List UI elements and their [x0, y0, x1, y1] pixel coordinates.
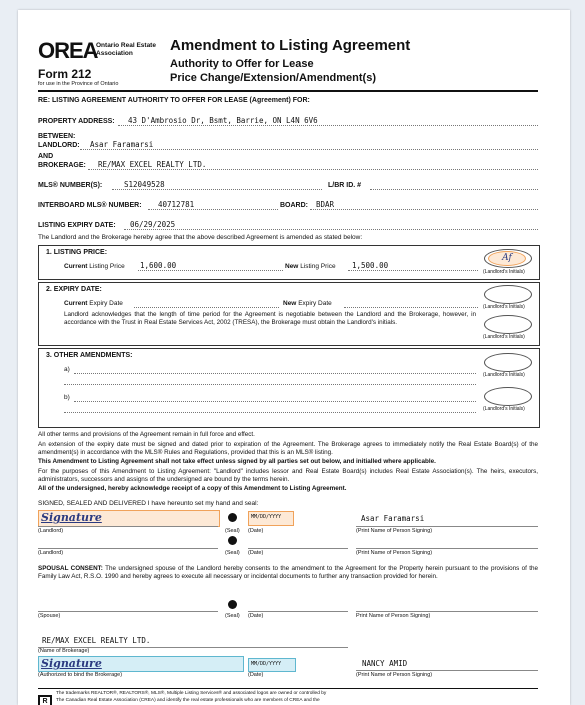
brokerage-signature-field[interactable] [38, 656, 244, 672]
legal-p3: This Amendment to Listing Agreement shall not take effect unless signed by all parties set out below, and initialled where applicable. [38, 458, 436, 465]
print-name-label-2: (Print Name of Person Signing) [356, 550, 433, 556]
landlord-print-name-field[interactable]: Asar Faramarsi [361, 514, 425, 523]
brokerage-name-field[interactable]: RE/MAX EXCEL REALTY LTD. [42, 636, 151, 645]
form-page [18, 10, 570, 705]
landlord-signature-field-2[interactable] [38, 548, 218, 549]
agree-text: The Landlord and the Brokerage hereby agree that the above described Agreement is amended as stated below: [38, 234, 363, 241]
seal-label-2: (Seal) [225, 550, 240, 556]
brokerage-date-label: (Date) [248, 672, 264, 678]
current-expiry-field[interactable] [134, 307, 279, 308]
landlord-label-1: (Landlord) [38, 528, 64, 534]
current-expiry-label: Current [64, 300, 88, 307]
landlord-field[interactable]: Asar Faramarsi [90, 140, 154, 149]
initials-label-other-2: (Landlord's Initials) [483, 406, 525, 412]
brokerage-signature-value: Signature [41, 657, 102, 670]
seal-1 [228, 513, 237, 522]
section1-title: 1. LISTING PRICE: [46, 249, 108, 256]
form-subtitle-1: Authority to Offer for Lease [170, 58, 314, 70]
seal-3 [228, 600, 237, 609]
current-expiry-suffix: Expiry Date [89, 300, 123, 307]
spouse-print-name-label: Print Name of Person Signing) [356, 613, 431, 619]
mls-label: MLS® NUMBER(S): [38, 182, 103, 189]
spouse-label: (Spouse) [38, 613, 61, 619]
date-label-2: (Date) [248, 550, 264, 556]
initials-field-other-2[interactable] [484, 387, 532, 406]
date-label-3: (Date) [248, 613, 264, 619]
initials-label-other-1: (Landlord's Initials) [483, 372, 525, 378]
spousal-text: The undersigned spouse of the Landlord hereby consents to the amendment to the Agreement for the Property herein pursuant to the provisions of the Family Law Act, R.S.O. 1990 and hereby agrees to execute all necessary or incidental documents to further any transaction provided for herein. [38, 565, 539, 580]
initials-field-expiry-2[interactable] [484, 315, 532, 334]
property-address-field[interactable]: 43 D'Ambrosio Dr, Bsmt, Barrie, ON L4N 6V6 [128, 116, 318, 125]
new-price-field[interactable]: 1,500.00 [352, 261, 389, 270]
new-expiry-field[interactable] [344, 307, 478, 308]
brokerage-label: BROKERAGE: [38, 162, 86, 169]
between-label: BETWEEN: [38, 133, 76, 140]
header-rule [38, 90, 538, 92]
initials-field-price[interactable]: Af [488, 251, 526, 266]
landlord-signature-value: Signature [41, 511, 102, 524]
legal-p5: All of the undersigned, hereby acknowledge receipt of a copy of this Amendment to Listing Agreement. [38, 485, 347, 492]
initials-label-expiry-2: (Landlord's Initials) [483, 334, 525, 340]
new-expiry-suffix: Expiry Date [298, 300, 332, 307]
seal-label-1: (Seal) [225, 528, 240, 534]
spousal-consent [38, 565, 538, 580]
current-price-suffix: Listing Price [89, 263, 125, 270]
form-number: Form 212 [38, 67, 92, 81]
landlord-date-field-1[interactable]: MM/DD/YYYY [248, 511, 294, 526]
property-label: PROPERTY ADDRESS: [38, 118, 115, 125]
expiry-date-field[interactable]: 06/29/2025 [130, 220, 176, 229]
section2-title: 2. EXPIRY DATE: [46, 286, 102, 293]
current-price-label: Current [64, 263, 88, 270]
initials-field-other-1[interactable] [484, 353, 532, 372]
section3-title: 3. OTHER AMENDMENTS: [46, 352, 133, 359]
spouse-date-field[interactable] [248, 611, 348, 612]
landlord-label: LANDLORD: [38, 142, 80, 149]
landlord-signature-field[interactable] [38, 510, 220, 527]
new-expiry-label: New [283, 300, 297, 307]
legal-p4: For the purposes of this Amendment to Listing Agreement: "Landlord" includes lessor and Real Estate Board(s) includes Real Estate Association(s). The heirs, executors, administrators, successors and assigns of the undersigned are bound by the terms herein. [38, 468, 538, 483]
form-title: Amendment to Listing Agreement [170, 37, 411, 54]
initials-label-price: (Landlord's Initials) [483, 269, 525, 275]
brokerage-name-label: (Name of Brokerage) [38, 648, 90, 654]
brokerage-date-field[interactable]: MM/DD/YYYY [248, 658, 296, 672]
orea-logo: OREA [38, 38, 98, 63]
orea-logo-subtitle: Ontario Real Estate Association [96, 42, 156, 57]
print-name-label-1: (Print Name of Person Signing) [356, 528, 433, 534]
form-subtitle-2: Price Change/Extension/Amendment(s) [170, 72, 376, 84]
amendment-b-field[interactable] [74, 401, 476, 402]
board-label: BOARD: [280, 202, 308, 209]
realtor-trademark-icon: R [38, 695, 52, 705]
mls-number-field[interactable]: S12049528 [124, 180, 165, 189]
footer-line-2: The Canadian Real Estate Association (CREA) and identify the real estate professionals who are members of CREA and the [56, 698, 320, 703]
seal-2 [228, 536, 237, 545]
board-field[interactable]: BDAR [316, 200, 335, 209]
footer-line-1: The trademarks REALTOR®, REALTORS®, MLS®, Multiple Listing Services® and associated logos are owned or controlled by [56, 691, 327, 696]
form-province-note: for use in the Province of Ontario [38, 81, 119, 87]
initials-label-expiry-1: (Landlord's Initials) [483, 304, 525, 310]
landlord-label-2: (Landlord) [38, 550, 64, 556]
brokerage-print-name-label: (Print Name of Person Signing) [356, 672, 433, 678]
lbr-id-label: L/BR ID. # [328, 182, 362, 189]
signing-heading: SIGNED, SEALED AND DELIVERED I have hereunto set my hand and seal: [38, 500, 259, 507]
spouse-signature-field[interactable] [38, 611, 218, 612]
expiry-label: LISTING EXPIRY DATE: [38, 222, 116, 229]
seal-label-3: (Seal) [225, 613, 240, 619]
date-label-1: (Date) [248, 528, 264, 534]
brokerage-field[interactable]: RE/MAX EXCEL REALTY LTD. [98, 160, 207, 169]
spouse-print-name-field[interactable] [356, 611, 538, 612]
initials-field-expiry-1[interactable] [484, 285, 532, 304]
landlord-print-name-field-2[interactable] [356, 548, 538, 549]
current-price-field[interactable]: 1,600.00 [140, 261, 177, 270]
new-price-suffix: Listing Price [300, 263, 336, 270]
interboard-label: INTERBOARD MLS® NUMBER: [38, 202, 142, 209]
and-label: AND [38, 153, 54, 160]
amendment-a-label: a) [64, 366, 70, 373]
legal-p1: All other terms and provisions of the Agreement remain in full force and effect. [38, 431, 255, 438]
section2-text: Landlord acknowledges that the length of time period for the Agreement is negotiable between the Landlord and the Brokerage, however, in accordance with the Trust in Real Estate Services Act, 2002 (TRESA), the Brokerage must obtain the Landlord's initials. [64, 311, 476, 326]
re-line: RE: LISTING AGREEMENT AUTHORITY TO OFFER FOR LEASE (Agreement) FOR: [38, 97, 310, 104]
legal-p2: An extension of the expiry date must be signed and dated prior to expiration of the Agreement. The Brokerage agrees to immediately notify the Real Estate Board(s) of the amendment(s) in accordance with the MLS® Rules and Regulations, provided that this is an MLS® listing. [38, 441, 538, 456]
section-other-amendments [38, 348, 540, 428]
amendment-b-label: b) [64, 394, 70, 401]
brokerage-auth-label: (Authorized to bind the Brokerage) [38, 672, 123, 678]
spousal-heading: SPOUSAL CONSENT: [38, 565, 103, 572]
new-price-label: New [285, 263, 299, 270]
amendment-a-field[interactable] [74, 373, 476, 374]
brokerage-person-name-field[interactable]: NANCY AMID [362, 659, 408, 668]
interboard-number-field[interactable]: 40712781 [158, 200, 195, 209]
landlord-date-field-2[interactable] [248, 548, 348, 549]
